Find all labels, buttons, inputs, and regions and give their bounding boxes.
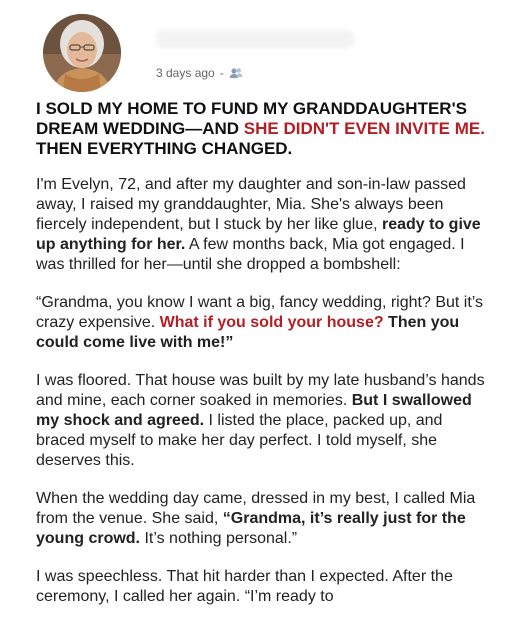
paragraph-2	[36, 293, 486, 353]
p4-text-a: When the wedding day came, dressed in my best, I called Mia from the venue. She said,	[36, 490, 476, 527]
author-avatar[interactable]	[43, 14, 121, 92]
meta-separator: -	[219, 66, 224, 80]
p3-bold: But I swallowed my shock and agreed.	[36, 392, 472, 429]
p4-text-c: It’s nothing personal.”	[140, 530, 298, 547]
post-body	[36, 175, 486, 625]
p5-text-a: I was speechless. That hit harder than I expected. After the ceremony, I called her again. “I’m ready to	[36, 568, 453, 605]
p2-bold: Then you could come live with me!”	[36, 314, 460, 351]
title-part-1: I SOLD MY HOME TO FUND MY GRANDDAUGHTER'S DREAM WEDDING—AND	[36, 99, 467, 138]
post-title	[36, 99, 486, 159]
post-time[interactable]: 3 days ago	[156, 66, 215, 80]
author-name-blurred[interactable]	[156, 30, 354, 48]
post-meta	[156, 66, 243, 80]
p4-bold: “Grandma, it’s really just for the young crowd.	[36, 510, 466, 547]
paragraph-3	[36, 371, 486, 471]
p2-text-a: “Grandma, you know I want a big, fancy wedding, right? But it’s crazy expensive.	[36, 294, 484, 331]
title-part-3: THEN EVERYTHING CHANGED.	[36, 139, 293, 158]
title-part-2-red: SHE DIDN'T EVEN INVITE ME.	[243, 119, 485, 138]
p1-text-c: A few months back, Mia got engaged. I was thrilled for her—until she dropped a bombshell:	[36, 236, 465, 273]
p2-bold-red: What if you sold your house?	[159, 314, 384, 331]
p3-text-c: I listed the place, packed up, and braced myself to make her day perfect. I told myself, she deserves this.	[36, 412, 443, 469]
p1-bold: ready to give up anything for her.	[36, 216, 481, 253]
p1-text-a: I'm Evelyn, 72, and after my daughter and son-in-law passed away, I raised my granddaughter, Mia. She's always been fiercely independent, but I stuck by her like glue,	[36, 176, 466, 233]
p3-text-a: I was floored. That house was built by my late husband’s hands and mine, each corner soaked in memories.	[36, 372, 485, 409]
paragraph-4	[36, 489, 486, 549]
paragraph-5	[36, 567, 486, 607]
friends-icon[interactable]	[229, 66, 243, 80]
paragraph-1	[36, 175, 486, 275]
grandmother-avatar-image	[43, 14, 121, 92]
